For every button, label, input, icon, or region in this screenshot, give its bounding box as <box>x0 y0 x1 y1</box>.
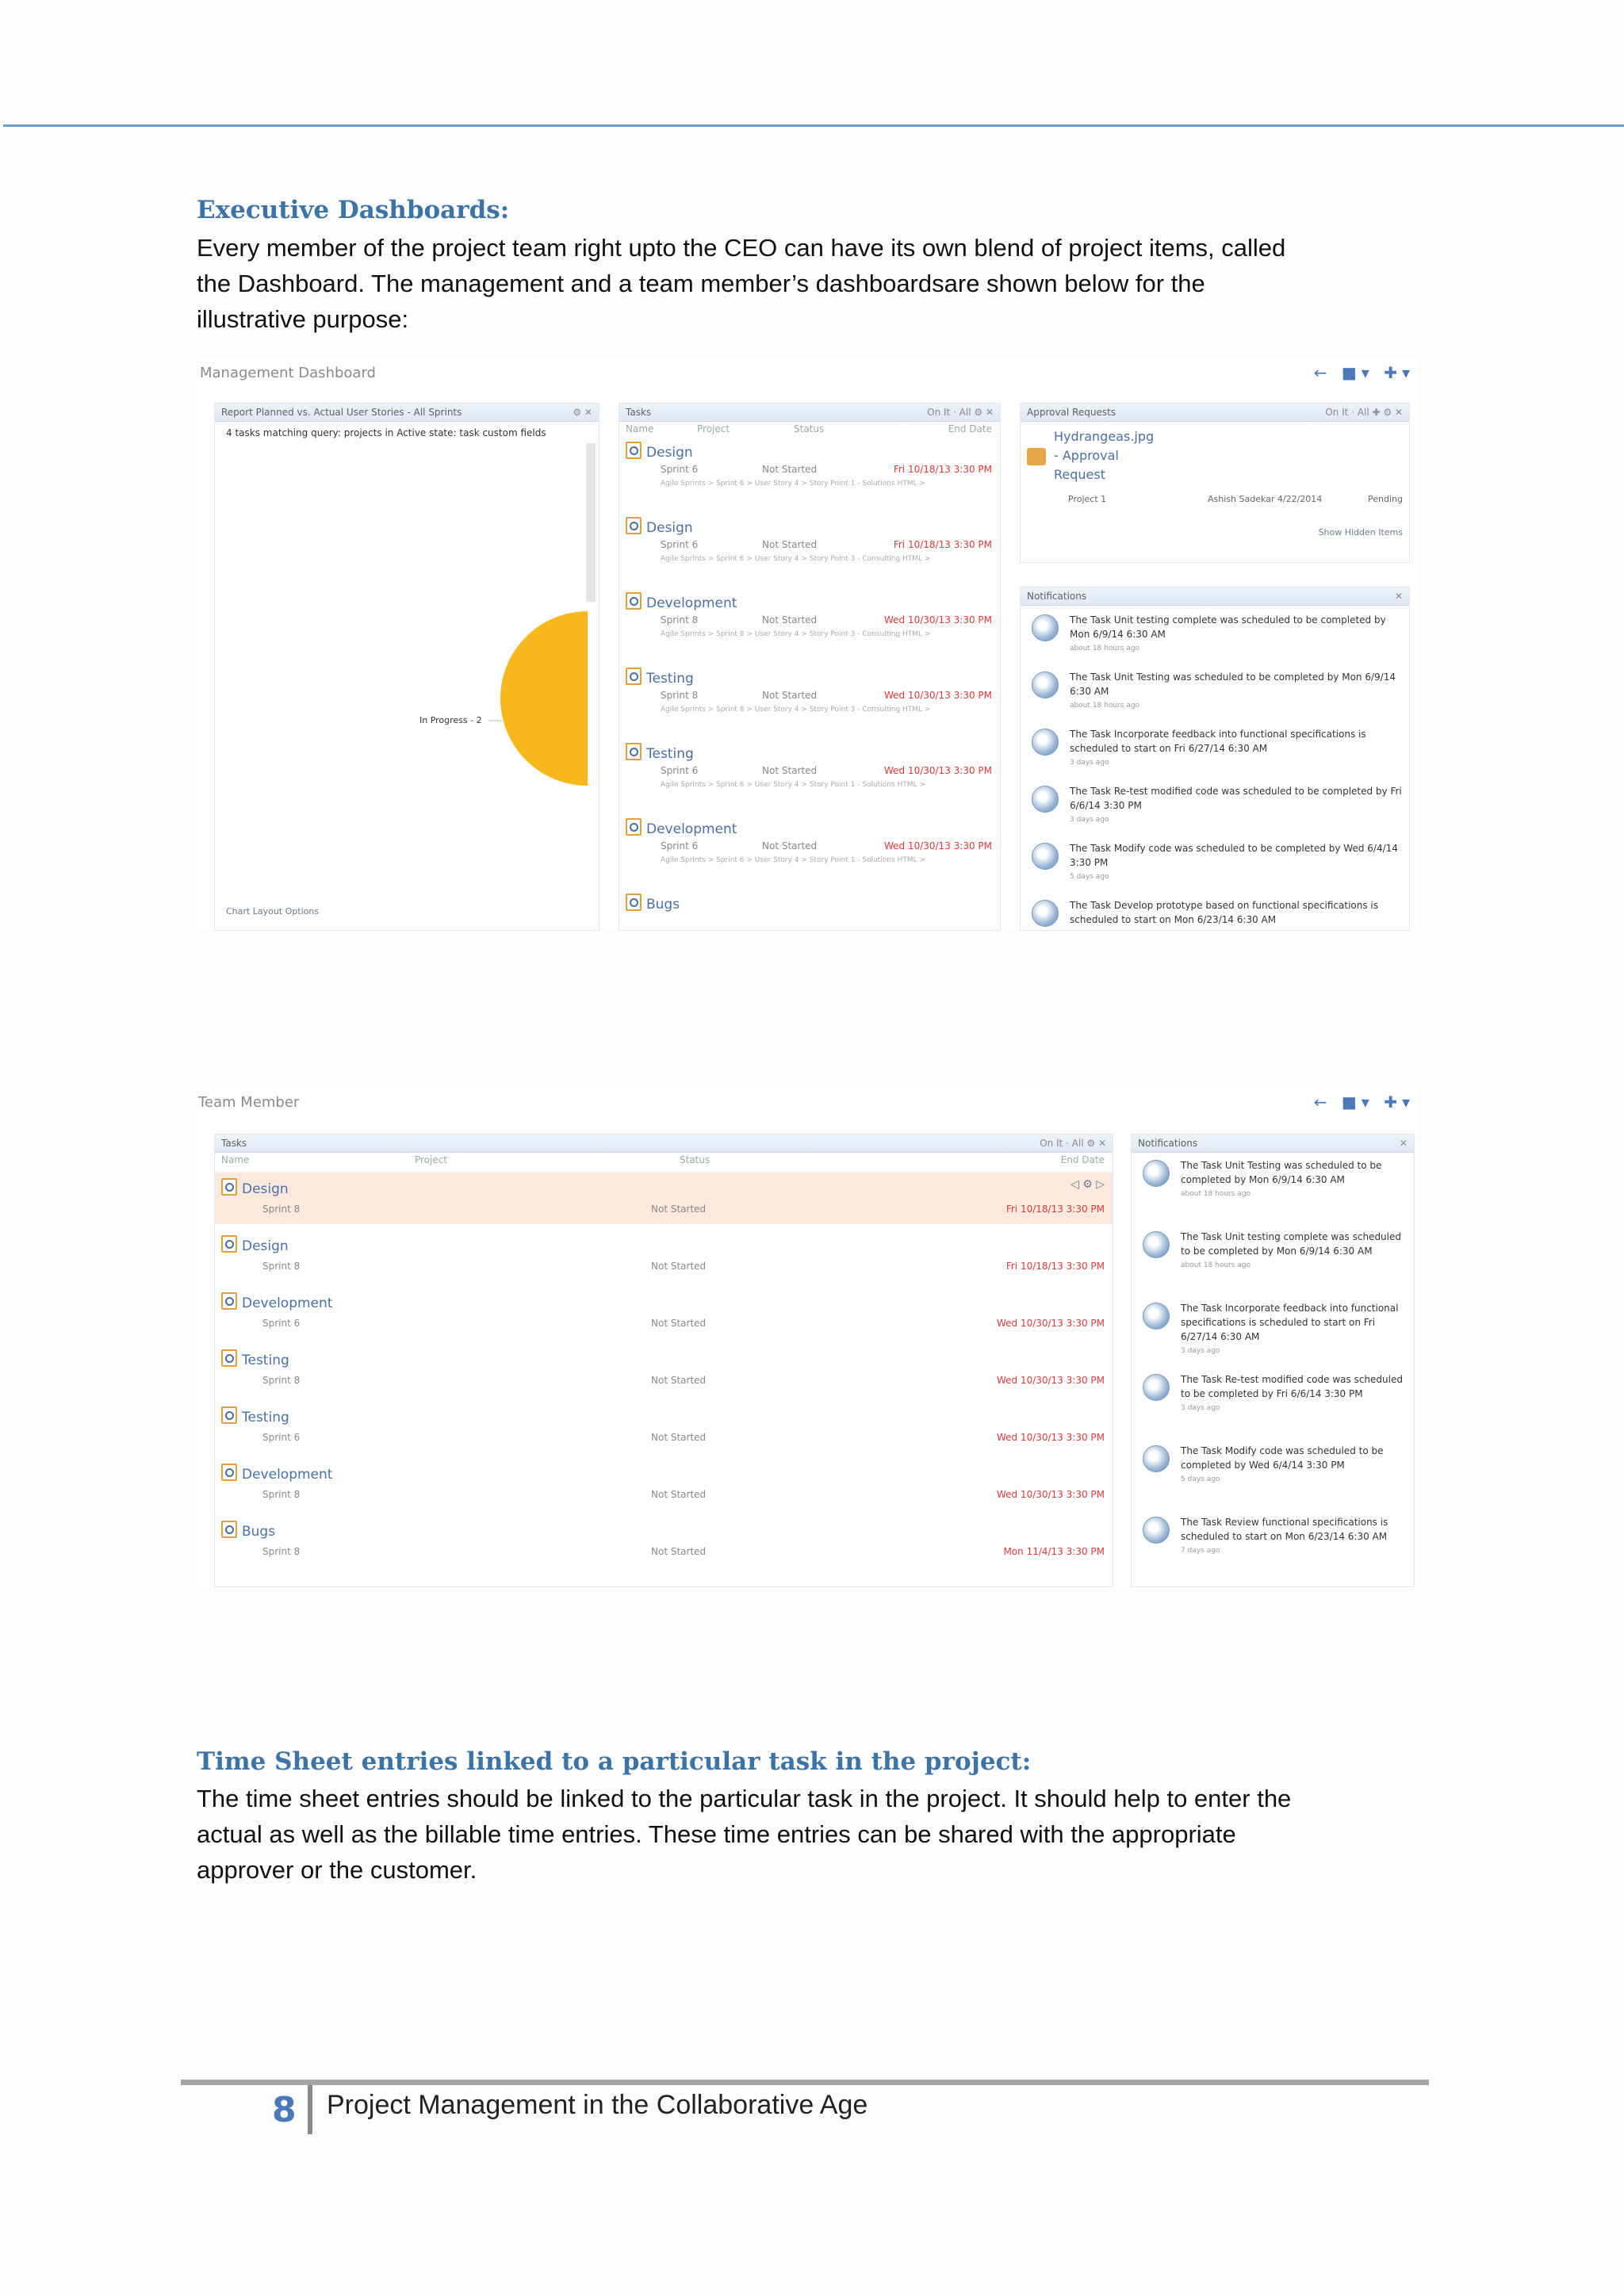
task-sprint: Sprint 6 <box>661 765 699 776</box>
task-status: Not Started <box>651 1261 707 1272</box>
task-sprint: Sprint 6 <box>262 1318 301 1329</box>
tasks-panel-title: Tasks <box>626 407 652 418</box>
task-row[interactable] <box>215 1400 1113 1452</box>
notification-time-ago: 3 days ago <box>1181 1347 1220 1355</box>
tasks-column-headers <box>215 1153 1113 1167</box>
approval-item-line: Request <box>1054 467 1105 482</box>
section-heading-time-sheet: Time Sheet entries linked to a particular task in the project: <box>197 1747 1032 1776</box>
notification-item[interactable] <box>1143 1515 1408 1582</box>
notification-text <box>1181 1301 1408 1358</box>
panel-controls[interactable]: On It · All ⚙ ✕ <box>1040 1138 1106 1149</box>
approval-panel-header <box>1021 404 1409 422</box>
tasks-panel-header <box>619 404 1000 422</box>
task-sprint: Sprint 6 <box>262 1432 301 1443</box>
attachment-icon <box>1027 448 1046 465</box>
task-icon <box>626 894 642 911</box>
notification-time-ago: 3 days ago <box>1181 1404 1220 1412</box>
paragraph-line: illustrative purpose: <box>197 305 409 333</box>
task-name: Testing <box>646 671 694 687</box>
task-name-link[interactable] <box>221 1235 289 1254</box>
chart-query-text: 4 tasks matching query: projects in Active state: task custom fields <box>226 427 546 438</box>
task-end-date: Fri 10/18/13 3:30 PM <box>893 464 992 475</box>
notification-message: The Task Incorporate feedback into functional specifications is scheduled to start on Fri 6/27/14 6:30 AM <box>1070 729 1366 754</box>
notifications-panel-header <box>1021 587 1409 606</box>
show-hidden-items-link[interactable]: Show Hidden Items <box>1318 527 1403 538</box>
notification-message: The Task Review functional specifications is scheduled to start on Mon 6/23/14 6:30 AM <box>1181 1517 1388 1542</box>
task-icon <box>221 1235 237 1253</box>
chart-panel <box>214 403 599 931</box>
notification-message: The Task Re-test modified code was scheduled to be completed by Fri 6/6/14 3:30 PM <box>1070 786 1402 811</box>
task-status: Not Started <box>762 765 818 776</box>
task-name-link[interactable] <box>626 743 694 762</box>
dashboard-toolbar[interactable]: ← ■▾ ✚▾ <box>1313 1093 1415 1112</box>
task-sprint: Sprint 6 <box>661 539 699 550</box>
task-status: Not Started <box>651 1546 707 1557</box>
task-status: Not Started <box>762 539 818 550</box>
task-icon <box>626 818 642 836</box>
globe-icon <box>1032 729 1059 756</box>
col-name[interactable]: Name <box>221 1154 250 1165</box>
notification-time-ago: about 18 hours ago <box>1070 702 1140 710</box>
task-name-link[interactable] <box>626 517 693 536</box>
page-number: 8 <box>272 2090 297 2130</box>
notification-time-ago: 7 days ago <box>1181 1547 1220 1555</box>
tasks-panel-header <box>215 1135 1113 1153</box>
task-end-date: Wed 10/30/13 3:30 PM <box>883 840 992 851</box>
col-status[interactable]: Status <box>794 423 825 434</box>
task-name: Design <box>646 445 693 461</box>
task-end-date: Fri 10/18/13 3:30 PM <box>893 539 992 550</box>
task-breadcrumb[interactable]: Agile Sprints > Sprint 6 > User Story 4 > Story Point 3 - Consulting HTML > <box>661 555 931 563</box>
task-name-link[interactable] <box>626 818 737 837</box>
approval-project: Project 1 <box>1068 494 1107 504</box>
task-sprint: Sprint 8 <box>661 690 699 701</box>
globe-icon <box>1032 672 1059 698</box>
task-breadcrumb[interactable]: Agile Sprints > Sprint 8 > User Story 4 > Story Point 3 - Consulting HTML > <box>661 706 931 714</box>
task-name: Development <box>646 821 737 837</box>
task-sprint: Sprint 8 <box>262 1489 301 1500</box>
notification-message: The Task Modify code was scheduled to be completed by Wed 6/4/14 3:30 PM <box>1181 1445 1384 1471</box>
task-name-link[interactable] <box>626 894 680 913</box>
col-end-date[interactable]: End Date <box>1060 1154 1105 1165</box>
task-icon <box>221 1349 237 1367</box>
notification-time-ago: 3 days ago <box>1070 759 1109 767</box>
task-icon <box>626 517 642 534</box>
notifications-panel <box>1020 587 1410 931</box>
panel-controls[interactable]: ⚙ ✕ <box>573 407 592 418</box>
notification-text <box>1070 898 1403 927</box>
notification-time-ago: about 18 hours ago <box>1181 1190 1251 1198</box>
notification-time-ago: about 18 hours ago <box>1070 645 1140 652</box>
row-actions[interactable]: ◁ ⚙ ▷ <box>1071 1178 1105 1191</box>
footer-title: Project Management in the Collaborative Age <box>327 2090 868 2120</box>
pie-chart <box>215 404 599 930</box>
notification-text <box>1181 1515 1408 1558</box>
approval-state: Pending <box>1368 494 1403 504</box>
task-name-link[interactable] <box>626 592 737 611</box>
task-sprint: Sprint 6 <box>661 464 699 475</box>
notification-message: The Task Unit Testing was scheduled to be completed by Mon 6/9/14 6:30 AM <box>1181 1160 1382 1185</box>
task-end-date: Wed 10/30/13 3:30 PM <box>996 1318 1105 1329</box>
task-icon <box>626 668 642 685</box>
task-row[interactable] <box>215 1229 1113 1281</box>
task-sprint: Sprint 8 <box>262 1203 301 1215</box>
notification-time-ago: 5 days ago <box>1070 873 1109 881</box>
task-icon <box>221 1178 237 1196</box>
notification-item[interactable] <box>1143 1301 1408 1368</box>
task-name-link[interactable] <box>221 1464 332 1483</box>
task-status: Not Started <box>651 1203 707 1215</box>
notification-message: The Task Incorporate feedback into functional specifications is scheduled to start on Fri 6/27/14 6:30 AM <box>1181 1303 1399 1342</box>
footer-divider <box>308 2085 312 2134</box>
paragraph-line: approver or the customer. <box>197 1856 477 1884</box>
notification-item[interactable] <box>1143 1444 1408 1510</box>
notification-message: The Task Re-test modified code was scheduled to be completed by Fri 6/6/14 3:30 PM <box>1181 1374 1403 1399</box>
task-name: Bugs <box>646 897 680 913</box>
col-end-date[interactable]: End Date <box>948 423 992 434</box>
notification-text <box>1070 613 1403 656</box>
notification-text <box>1070 784 1403 827</box>
paragraph-line: Every member of the project team right upto the CEO can have its own blend of project items, called <box>197 234 1286 262</box>
task-name-link[interactable] <box>221 1406 289 1425</box>
notification-text <box>1181 1372 1408 1415</box>
globe-icon <box>1032 786 1059 813</box>
task-row[interactable] <box>215 1514 1113 1567</box>
task-end-date: Wed 10/30/13 3:30 PM <box>996 1489 1105 1500</box>
dashboard-title: Management Dashboard <box>200 365 376 381</box>
pie-label: In Progress - 2 <box>419 715 482 725</box>
approval-item-line: - Approval <box>1054 448 1119 463</box>
task-name: Design <box>242 1238 289 1254</box>
panel-controls[interactable]: On It · All ✚ ⚙ ✕ <box>1325 407 1403 418</box>
notification-item[interactable] <box>1143 1372 1408 1439</box>
globe-icon <box>1032 614 1059 641</box>
task-end-date: Fri 10/18/13 3:30 PM <box>1005 1261 1105 1272</box>
task-row[interactable] <box>215 1343 1113 1395</box>
panel-controls[interactable]: ✕ <box>1394 591 1403 602</box>
notification-time-ago: about 18 hours ago <box>1181 1261 1251 1269</box>
tasks-column-headers <box>619 422 1000 436</box>
task-end-date: Wed 10/30/13 3:30 PM <box>883 614 992 626</box>
notification-item[interactable] <box>1032 841 1403 894</box>
task-name-link[interactable] <box>221 1349 289 1368</box>
globe-icon <box>1143 1160 1170 1187</box>
management-dashboard-screenshot <box>197 358 1418 929</box>
task-name: Development <box>242 1467 333 1483</box>
notification-item[interactable] <box>1032 670 1403 722</box>
task-sprint: Sprint 6 <box>661 840 699 851</box>
footer-rule <box>181 2080 1429 2085</box>
task-name: Bugs <box>242 1524 276 1540</box>
task-sprint: Sprint 8 <box>262 1261 301 1272</box>
globe-icon <box>1143 1517 1170 1544</box>
tasks-panel-title: Tasks <box>221 1138 247 1149</box>
panel-controls[interactable]: ✕ <box>1399 1138 1408 1149</box>
col-name[interactable]: Name <box>626 423 654 434</box>
notifications-panel-title: Notifications <box>1027 591 1087 602</box>
pie-slice-in-progress <box>500 611 588 786</box>
task-breadcrumb[interactable]: Agile Sprints > Sprint 8 > User Story 4 > Story Point 3 - Consulting HTML > <box>661 630 931 638</box>
notification-item[interactable] <box>1032 898 1403 951</box>
task-name: Design <box>646 520 693 536</box>
notification-message: The Task Develop prototype based on functional specifications is scheduled to start on Mon 6/23/14 6:30 AM <box>1070 900 1379 925</box>
approval-owner: Ashish Sadekar 4/22/2014 <box>1208 494 1323 504</box>
task-name-link[interactable] <box>626 442 693 461</box>
approval-item-line: Hydrangeas.jpg <box>1054 429 1155 444</box>
task-row[interactable] <box>215 1457 1113 1510</box>
notification-item[interactable] <box>1032 784 1403 836</box>
task-status: Not Started <box>762 464 818 475</box>
task-name-link[interactable] <box>221 1521 275 1540</box>
task-breadcrumb[interactable]: Agile Sprints > Sprint 6 > User Story 4 > Story Point 1 - Solutions HTML > <box>661 480 925 488</box>
task-end-date: Wed 10/30/13 3:30 PM <box>996 1432 1105 1443</box>
notification-text <box>1070 727 1403 770</box>
task-icon <box>626 743 642 760</box>
globe-icon <box>1143 1231 1170 1258</box>
task-status: Not Started <box>762 614 818 626</box>
task-name: Development <box>242 1295 333 1311</box>
globe-icon <box>1032 843 1059 870</box>
task-end-date: Wed 10/30/13 3:30 PM <box>883 690 992 701</box>
task-name: Testing <box>646 746 694 762</box>
task-status: Not Started <box>651 1318 707 1329</box>
approval-panel-title: Approval Requests <box>1027 407 1116 418</box>
notification-text <box>1181 1444 1408 1487</box>
task-icon <box>626 442 642 459</box>
tasks-panel <box>619 403 1001 931</box>
task-icon <box>221 1406 237 1424</box>
task-row[interactable] <box>215 1172 1113 1224</box>
globe-icon <box>1032 900 1059 927</box>
task-sprint: Sprint 8 <box>262 1375 301 1386</box>
approval-requests-panel <box>1020 403 1410 563</box>
col-project[interactable]: Project <box>415 1154 448 1165</box>
task-status: Not Started <box>651 1489 707 1500</box>
col-status[interactable]: Status <box>680 1154 710 1165</box>
notifications-panel-title: Notifications <box>1138 1138 1198 1149</box>
globe-icon <box>1143 1374 1170 1401</box>
task-name-link[interactable] <box>626 668 694 687</box>
notification-time-ago: 3 days ago <box>1070 816 1109 824</box>
task-sprint: Sprint 8 <box>661 614 699 626</box>
paragraph-time-sheet <box>197 1781 1427 1888</box>
task-status: Not Started <box>762 840 818 851</box>
dashboard-title: Team Member <box>198 1094 300 1111</box>
col-project[interactable]: Project <box>697 423 730 434</box>
task-end-date: Wed 10/30/13 3:30 PM <box>883 765 992 776</box>
approval-item-link[interactable] <box>1054 427 1154 484</box>
notification-item[interactable] <box>1032 727 1403 779</box>
task-icon <box>221 1521 237 1538</box>
notification-message: The Task Unit testing complete was scheduled to be completed by Mon 6/9/14 6:30 AM <box>1181 1231 1401 1257</box>
task-icon <box>626 592 642 610</box>
notification-item[interactable] <box>1032 613 1403 665</box>
notification-message: The Task Unit Testing was scheduled to be completed by Mon 6/9/14 6:30 AM <box>1070 672 1396 697</box>
task-name: Development <box>646 595 737 611</box>
task-name: Design <box>242 1181 289 1197</box>
notifications-panel <box>1131 1134 1415 1587</box>
globe-icon <box>1143 1445 1170 1472</box>
task-row[interactable] <box>215 1286 1113 1338</box>
paragraph-line: actual as well as the billable time entries. These time entries can be shared with the appropriate <box>197 1820 1236 1848</box>
notification-message: The Task Modify code was scheduled to be completed by Wed 6/4/14 3:30 PM <box>1070 843 1398 868</box>
header-rule <box>3 124 1624 127</box>
task-sprint: Sprint 8 <box>262 1546 301 1557</box>
task-name-link[interactable] <box>221 1178 289 1197</box>
task-name: Testing <box>242 1410 289 1425</box>
task-icon <box>221 1464 237 1481</box>
globe-icon <box>1143 1303 1170 1330</box>
notification-text <box>1070 841 1403 884</box>
notification-item[interactable] <box>1143 1230 1408 1296</box>
paragraph-line: The time sheet entries should be linked to the particular task in the project. It should help to enter the <box>197 1785 1292 1812</box>
tasks-panel <box>214 1134 1113 1587</box>
task-icon <box>221 1292 237 1310</box>
task-breadcrumb[interactable]: Agile Sprints > Sprint 6 > User Story 4 > Story Point 1 - Solutions HTML > <box>661 781 925 789</box>
notification-text <box>1181 1158 1408 1201</box>
notification-time-ago: 5 days ago <box>1181 1475 1220 1483</box>
chart-panel-title: Report Planned vs. Actual User Stories - All Sprints <box>221 407 462 418</box>
task-end-date: Fri 10/18/13 3:30 PM <box>1005 1203 1105 1215</box>
task-end-date: Mon 11/4/13 3:30 PM <box>1003 1546 1105 1557</box>
dashboard-toolbar[interactable]: ← ■▾ ✚▾ <box>1313 363 1415 382</box>
paragraph-line: the Dashboard. The management and a team member’s dashboardsare shown below for the <box>197 270 1205 297</box>
task-status: Not Started <box>651 1432 707 1443</box>
task-status: Not Started <box>762 690 818 701</box>
task-name-link[interactable] <box>221 1292 332 1311</box>
notification-message: The Task Unit testing complete was scheduled to be completed by Mon 6/9/14 6:30 AM <box>1070 614 1386 640</box>
notification-text <box>1181 1230 1408 1272</box>
task-end-date: Wed 10/30/13 3:30 PM <box>996 1375 1105 1386</box>
section-heading-executive-dashboards: Executive Dashboards: <box>197 196 510 224</box>
notification-text <box>1070 670 1403 713</box>
paragraph-dashboards <box>197 230 1427 337</box>
task-breadcrumb[interactable]: Agile Sprints > Sprint 6 > User Story 4 > Story Point 1 - Solutions HTML > <box>661 856 925 864</box>
notifications-panel-header <box>1132 1135 1414 1153</box>
chart-layout-options-link[interactable]: Chart Layout Options <box>226 906 320 916</box>
task-status: Not Started <box>651 1375 707 1386</box>
team-member-dashboard-screenshot <box>197 1088 1418 1586</box>
notification-item[interactable] <box>1143 1158 1408 1225</box>
task-name: Testing <box>242 1353 289 1368</box>
panel-controls[interactable]: On It · All ⚙ ✕ <box>927 407 994 418</box>
